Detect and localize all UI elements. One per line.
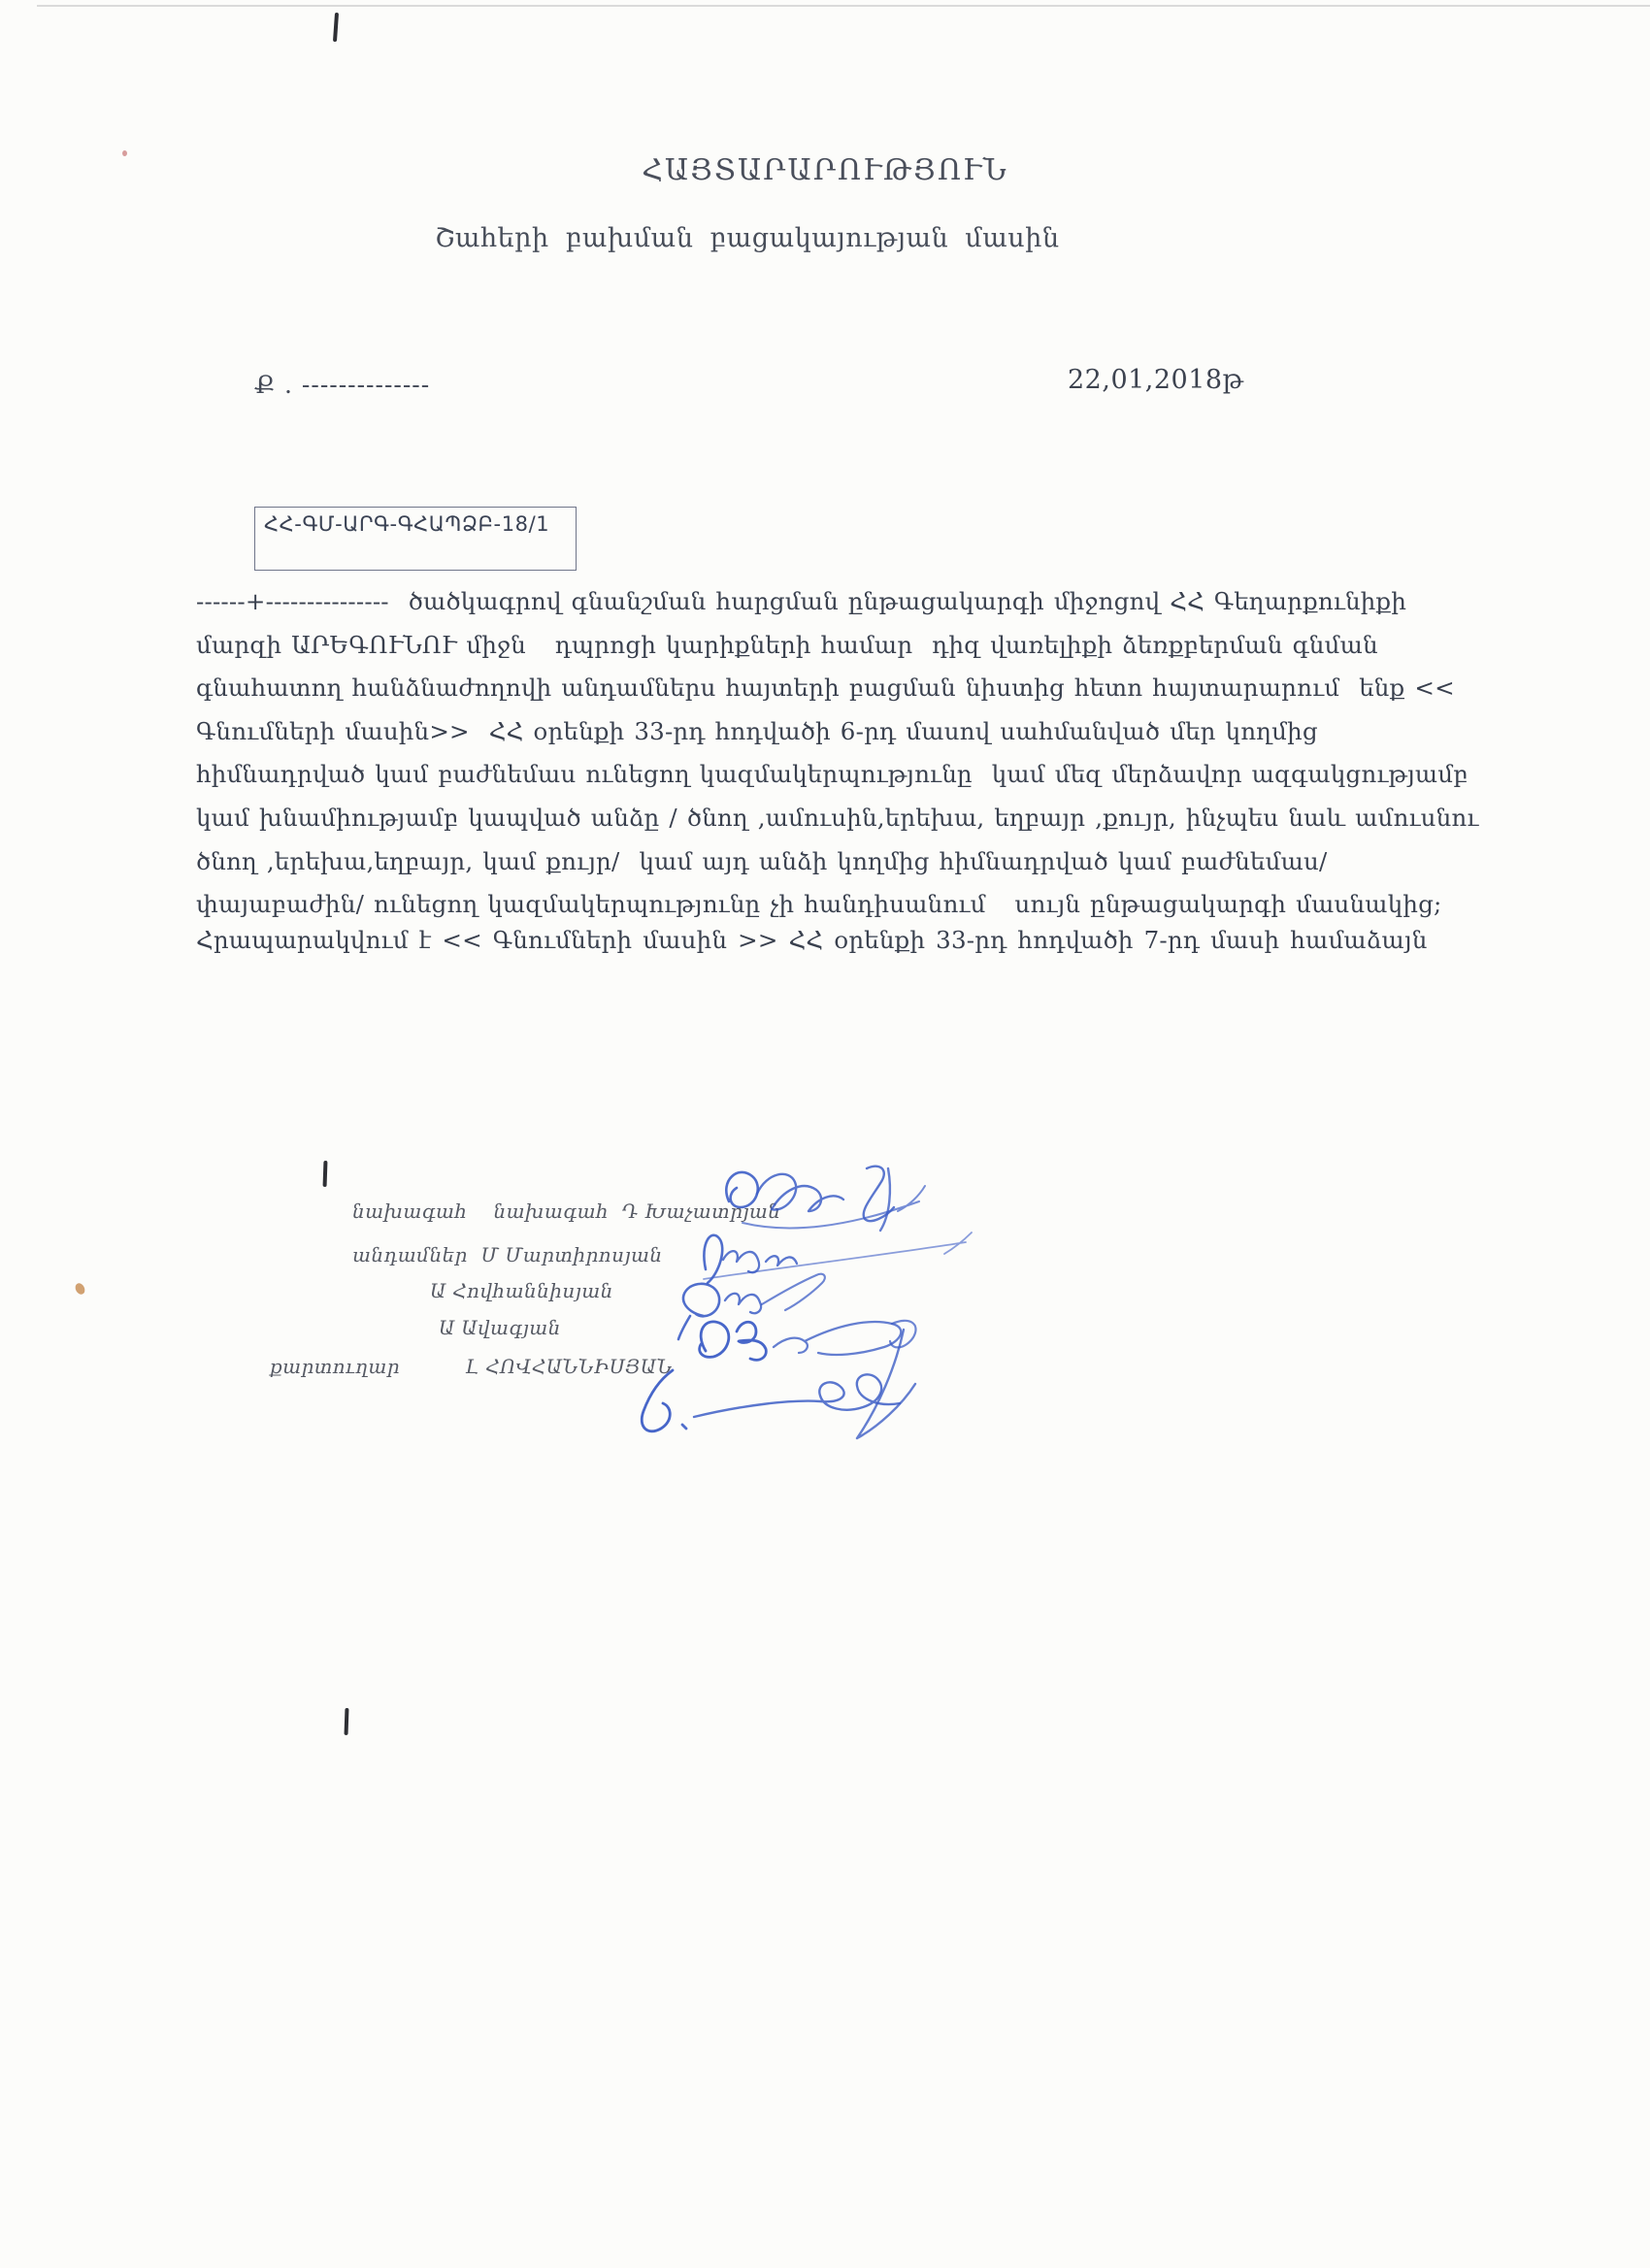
scanner-top-edge-line <box>37 5 1650 7</box>
paragraph-line: փայաբաժին/ ունեցող կազմակերպությունը չի հանդիսանում սույն ընթացակարգի մասնակից; <box>196 890 1442 919</box>
paragraph-line: մարզի ԱՐԵԳՈՒՆՈՒ միջն դպրոցի կարիքների համար դիզ վառելիքի ձեռքբերման գնման <box>196 630 1378 659</box>
paragraph-line: կամ խնամիությամբ կապված անձը / ծնող ,ամուսին,երեխա, եղբայր ,քույր, ինչպես նաև ամուսնու <box>196 803 1479 832</box>
signature-row-member: Ա Ավագյան <box>439 1316 561 1339</box>
city-line: Ք . -------------- <box>254 371 431 399</box>
signature-row-secretary: քարտուղար Լ ՀՈՎՀԱՆՆԻՍՅԱՆ <box>270 1355 673 1378</box>
pen-tick-mark <box>323 1161 328 1187</box>
document-title: ՀԱՅՏԱՐԱՐՈՒԹՅՈՒՆ <box>642 153 1008 187</box>
paragraph-line: հիմնադրված կամ բաժնեմաս ունեցող կազմակերպությունը կամ մեզ մերձավոր ազգակցությամբ <box>196 760 1468 789</box>
signature-row-chairman: նախագահ նախագահ Դ Խաչատրյան <box>352 1200 781 1223</box>
document-subtitle: Շահերի բախման բացակայության մասին <box>435 223 1060 253</box>
document-date: 22,01,2018թ <box>1068 365 1244 395</box>
paper-speck <box>74 1282 87 1297</box>
signature-row-member: անդամներ Մ Մարտիրոսյան <box>352 1243 663 1266</box>
main-paragraph <box>196 580 1535 927</box>
pen-tick-mark <box>345 1708 349 1735</box>
paragraph-line: ------+--------------- ծածկագրով գնանշման հարցման ընթացակարգի միջոցով ՀՀ Գեղարքունիքի <box>196 587 1407 615</box>
procurement-code: ՀՀ-ԳՄ-ԱՐԳ-ԳՀԱՊՁԲ-18/1 <box>264 512 550 536</box>
procurement-code-box <box>254 507 577 571</box>
paragraph-line: Գնումների մասին>> ՀՀ օրենքի 33-րդ հոդվածի 6-րդ մասով սահմանված մեր կողմից <box>196 716 1318 745</box>
pen-tick-mark <box>333 13 339 42</box>
paragraph-line: գնահատող հանձնաժողովի անդամներս հայտերի բացման նիստից հետո հայտարարում ենք << <box>196 674 1455 703</box>
publication-clause: Հրապարակվում է << Գնումների մասին >> ՀՀ օրենքի 33-րդ հոդվածի 7-րդ մասի համաձայն <box>196 926 1428 954</box>
handwritten-signatures-ink <box>558 1126 995 1456</box>
paragraph-line: ծնող ,երեխա,եղբայր, կամ քույր/ կամ այդ անձի կողմից հիմնադրված կամ բաժնեմաս/ <box>196 846 1328 875</box>
signature-row-member: Ա Հովհաննիսյան <box>430 1279 613 1302</box>
